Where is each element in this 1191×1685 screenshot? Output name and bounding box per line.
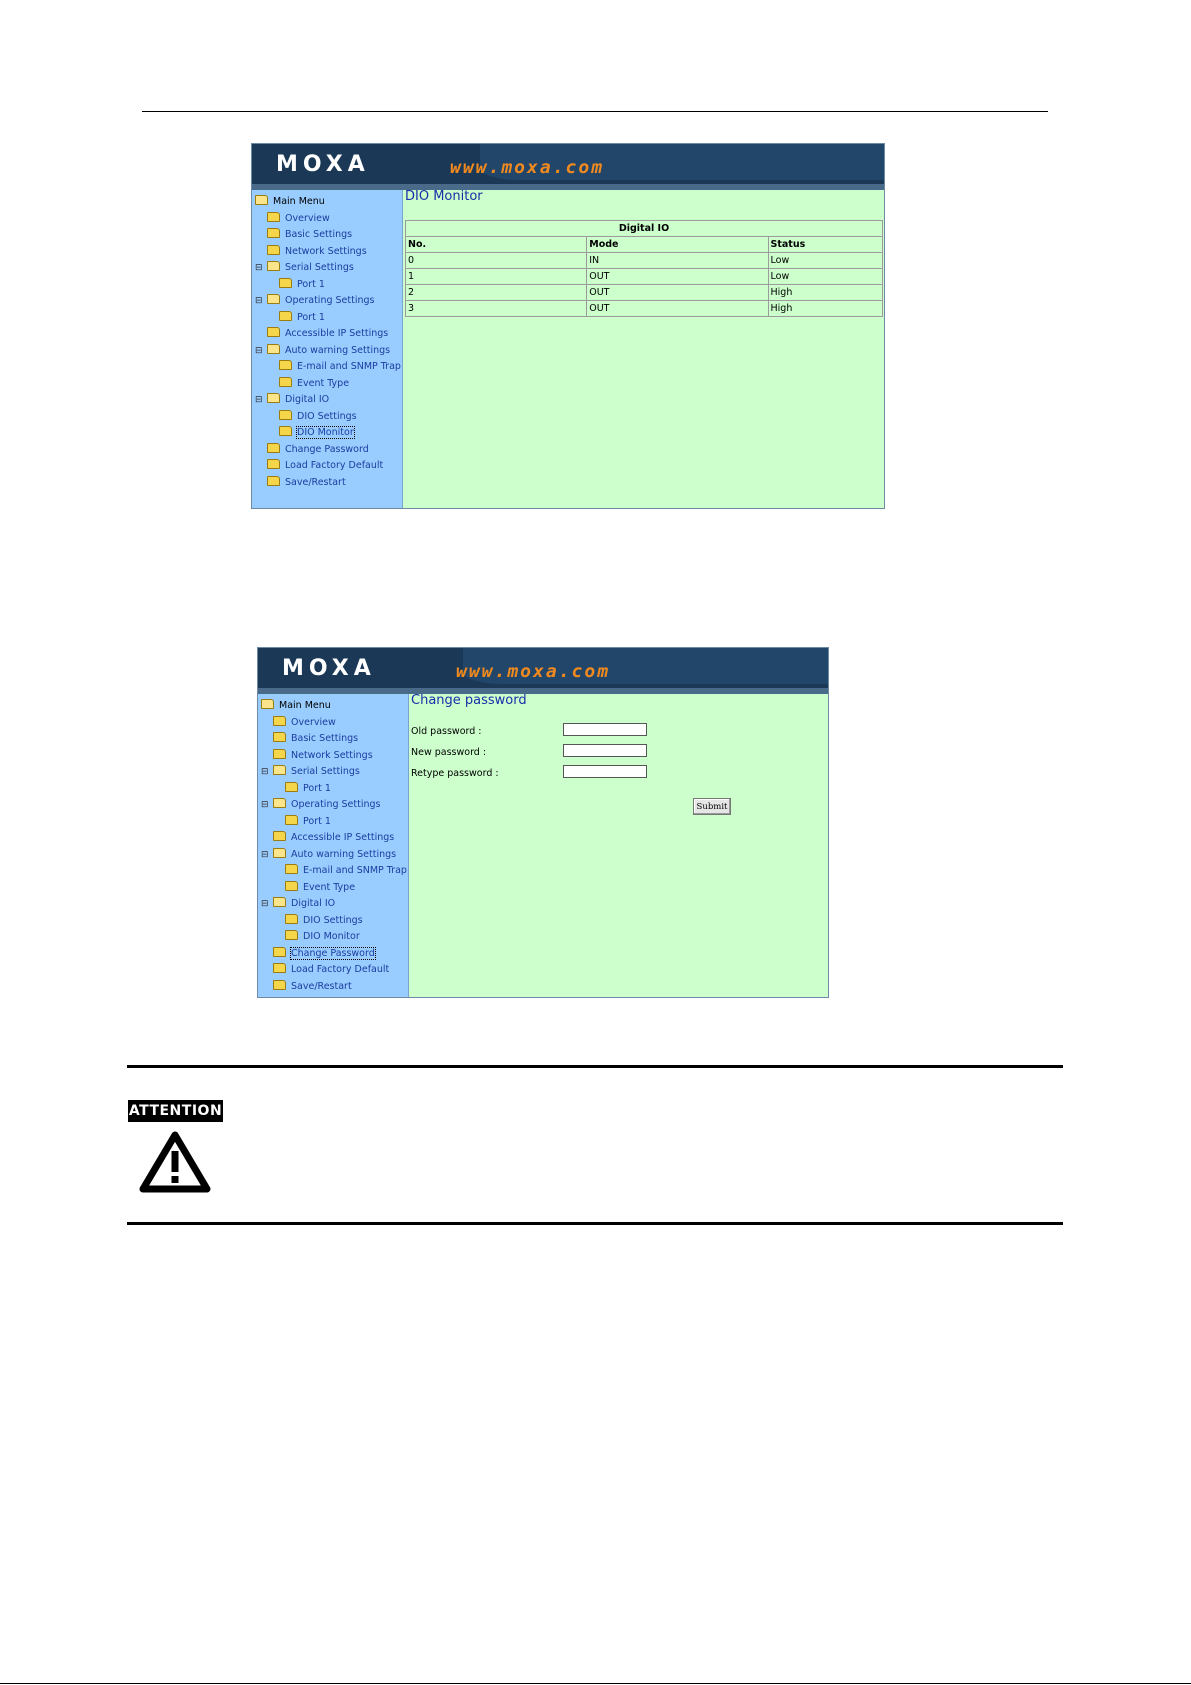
menu-tree [252,190,402,491]
folder-open-icon [273,848,286,858]
column-header: Mode [587,237,768,253]
menu-item-digital-io[interactable]: ⊟ Digital IO [258,896,408,913]
folder-icon [279,311,292,321]
folder-icon [267,443,280,453]
retype-password-label: Retype password : [411,768,499,779]
folder-open-icon [267,261,280,271]
attention-top-rule [127,1065,1063,1068]
menu-item-operating-port-1[interactable]: Port 1 [258,814,408,831]
old-password-label: Old password : [411,726,482,737]
folder-icon [267,228,280,238]
menu-item-save-restart[interactable]: Save/Restart [258,979,408,996]
menu-item-serial-port-1[interactable]: Port 1 [258,781,408,798]
page-footer-rule [0,1683,1191,1684]
menu-item-basic-settings[interactable]: Basic Settings [252,227,402,244]
menu-item-serial-port-1[interactable]: Port 1 [252,277,402,294]
table-row [406,285,883,301]
column-header: Status [768,237,883,253]
collapse-icon[interactable]: ⊟ [261,899,269,909]
menu-item-change-password[interactable]: Change Password [258,946,408,963]
cell-mode: OUT [587,301,768,317]
menu-item-change-password[interactable]: Change Password [252,442,402,459]
cell-mode: OUT [587,285,768,301]
menu-item-operating-settings[interactable]: ⊟ Operating Settings [258,797,408,814]
old-password-input[interactable] [563,723,647,736]
folder-icon [267,212,280,222]
menu-item-email-snmp-trap[interactable]: E-mail and SNMP Trap [258,863,408,880]
moxa-logo: MOXA [282,656,376,681]
attention-bottom-rule [127,1222,1063,1225]
table-row [406,253,883,269]
menu-item-email-snmp-trap[interactable]: E-mail and SNMP Trap [252,359,402,376]
menu-item-overview[interactable]: Overview [252,211,402,228]
menu-item-event-type[interactable]: Event Type [252,376,402,393]
folder-icon [279,377,292,387]
cell-no: 1 [406,269,587,285]
attention-label: ATTENTION [128,1100,223,1122]
folder-icon [267,245,280,255]
folder-icon [285,864,298,874]
folder-icon [279,360,292,370]
menu-item-operating-settings[interactable]: ⊟ Operating Settings [252,293,402,310]
cell-no: 3 [406,301,587,317]
folder-icon [285,815,298,825]
folder-icon [285,930,298,940]
collapse-icon[interactable]: ⊟ [255,345,263,356]
menu-item-accessible-ip-settings[interactable]: Accessible IP Settings [252,326,402,343]
folder-open-icon [255,195,268,205]
moxa-site-url: www.moxa.com [456,661,611,682]
folder-open-icon [267,344,280,354]
menu-item-network-settings[interactable]: Network Settings [252,244,402,261]
menu-item-auto-warning-settings[interactable]: ⊟ Auto warning Settings [258,847,408,864]
folder-icon [273,980,286,990]
menu-item-basic-settings[interactable]: Basic Settings [258,731,408,748]
menu-item-accessible-ip-settings[interactable]: Accessible IP Settings [258,830,408,847]
menu-item-serial-settings[interactable]: ⊟ Serial Settings [258,764,408,781]
folder-icon [273,749,286,759]
menu-item-save-restart[interactable]: Save/Restart [252,475,402,492]
folder-icon [279,410,292,420]
folder-icon [273,732,286,742]
menu-item-operating-port-1[interactable]: Port 1 [252,310,402,327]
cell-mode: IN [587,253,768,269]
folder-icon [273,963,286,973]
menu-tree [258,694,408,995]
folder-icon [267,476,280,486]
menu-item-digital-io[interactable]: ⊟ Digital IO [252,392,402,409]
menu-item-main-menu[interactable]: Main Menu [258,698,408,715]
column-header: No. [406,237,587,253]
menu-item-load-factory-default[interactable]: Load Factory Default [252,458,402,475]
change-password-screenshot [257,647,829,998]
new-password-label: New password : [411,747,487,758]
retype-password-input[interactable] [563,765,647,778]
menu-item-overview[interactable]: Overview [258,715,408,732]
collapse-icon[interactable]: ⊟ [261,849,269,860]
moxa-banner [258,648,828,694]
folder-open-icon [261,699,274,709]
main-menu-sidebar [252,190,403,508]
cell-no: 0 [406,253,587,269]
cell-status: Low [768,253,883,269]
menu-item-auto-warning-settings[interactable]: ⊟ Auto warning Settings [252,343,402,360]
table-row [406,301,883,317]
folder-open-icon [273,765,286,775]
menu-item-event-type[interactable]: Event Type [258,880,408,897]
menu-item-network-settings[interactable]: Network Settings [258,748,408,765]
collapse-icon[interactable]: ⊟ [255,296,263,306]
folder-open-icon [273,798,286,808]
cell-mode: OUT [587,269,768,285]
folder-icon [279,426,292,436]
dio-monitor-screenshot [251,143,885,509]
menu-item-dio-monitor[interactable]: DIO Monitor [258,929,408,946]
folder-open-icon [267,294,280,304]
menu-item-dio-settings[interactable]: DIO Settings [252,409,402,426]
collapse-icon[interactable]: ⊟ [261,767,269,777]
menu-item-dio-settings[interactable]: DIO Settings [258,913,408,930]
collapse-icon[interactable]: ⊟ [261,800,269,810]
new-password-input[interactable] [563,744,647,757]
warning-triangle-icon [137,1129,213,1195]
change-password-content [409,694,828,997]
folder-icon [285,782,298,792]
dio-monitor-content [403,190,884,508]
table-caption: Digital IO [406,221,883,237]
moxa-banner [252,144,884,190]
menu-item-main-menu[interactable]: Main Menu [252,194,402,211]
folder-icon [285,914,298,924]
cell-no: 2 [406,285,587,301]
folder-icon [285,881,298,891]
moxa-site-url: www.moxa.com [450,157,605,178]
folder-open-icon [273,897,286,907]
collapse-icon[interactable]: ⊟ [255,263,263,273]
page-title: DIO Monitor [405,189,483,204]
cell-status: High [768,285,883,301]
folder-icon [267,459,280,469]
folder-icon [273,947,286,957]
collapse-icon[interactable]: ⊟ [255,395,263,405]
table-row [406,269,883,285]
moxa-logo: MOXA [276,152,370,177]
folder-icon [273,716,286,726]
page-title: Change password [411,693,527,708]
cell-status: Low [768,269,883,285]
digital-io-table [405,220,883,317]
folder-icon [273,831,286,841]
main-menu-sidebar [258,694,409,997]
menu-item-load-factory-default[interactable]: Load Factory Default [258,962,408,979]
submit-button[interactable]: Submit [693,798,731,815]
menu-item-serial-settings[interactable]: ⊟ Serial Settings [252,260,402,277]
folder-icon [267,327,280,337]
menu-item-dio-monitor[interactable]: DIO Monitor [252,425,402,442]
folder-icon [279,278,292,288]
page-header-rule [142,111,1048,112]
cell-status: High [768,301,883,317]
folder-open-icon [267,393,280,403]
